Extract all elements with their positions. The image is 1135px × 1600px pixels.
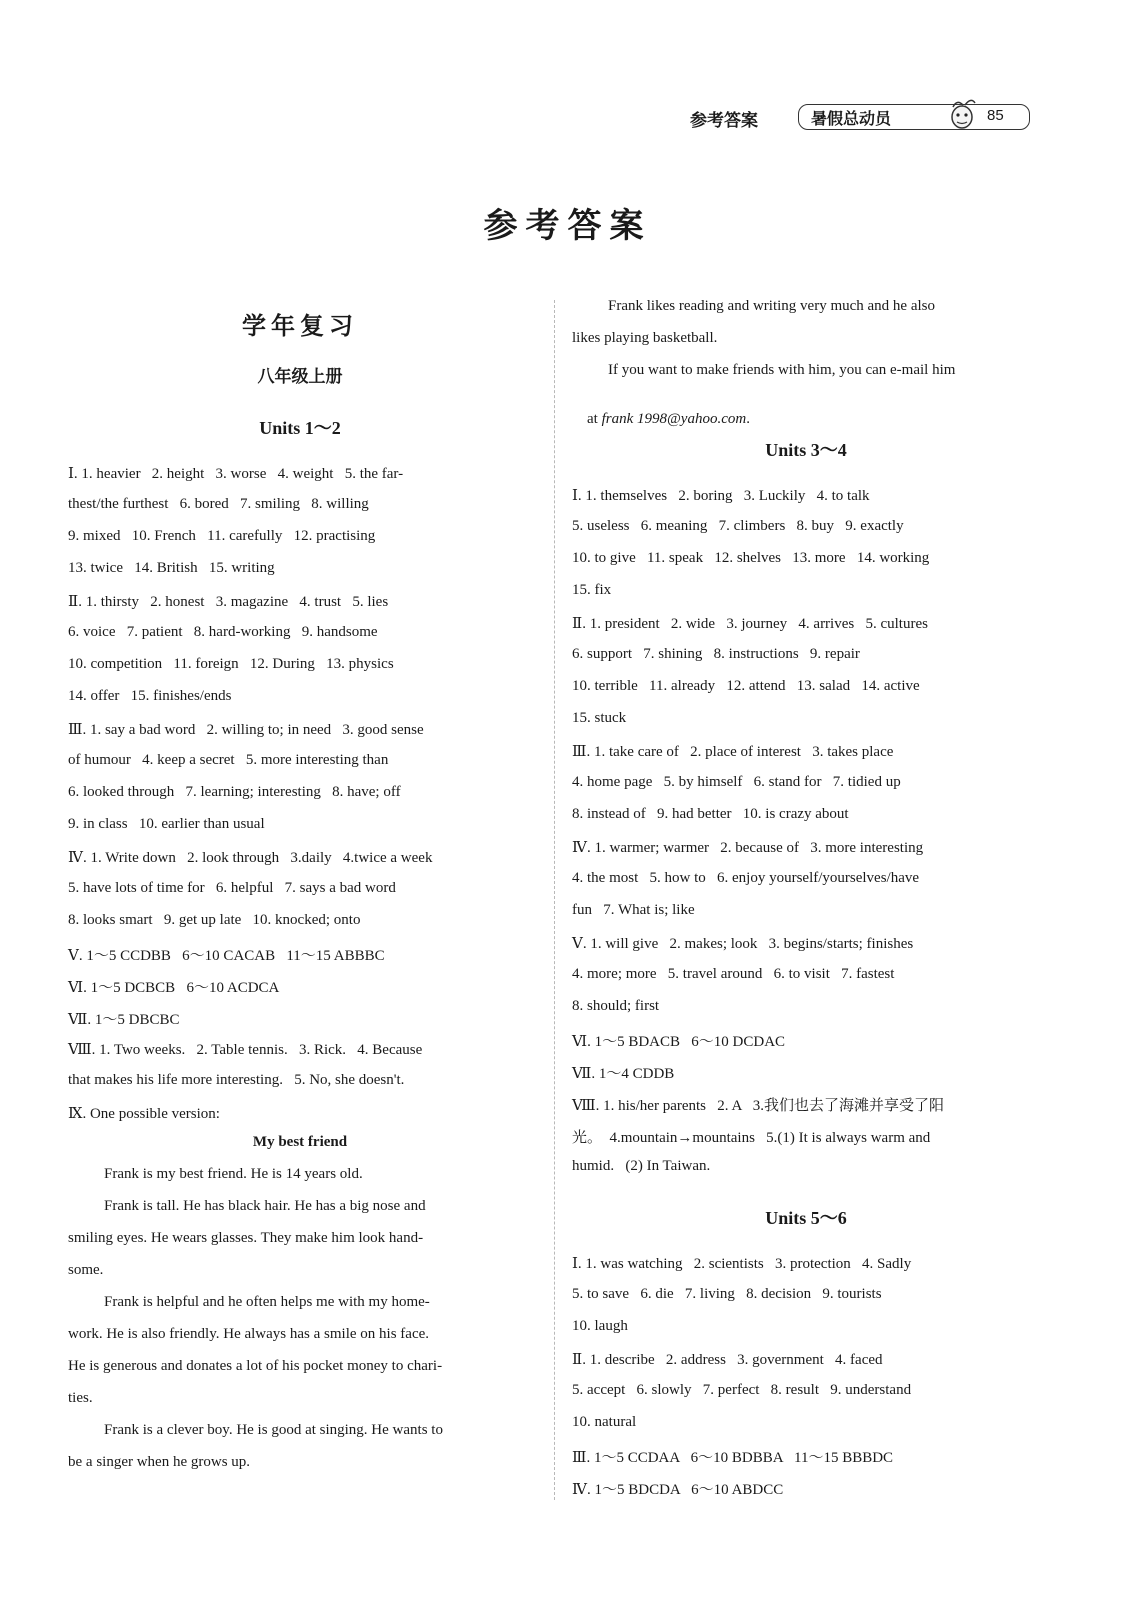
answer-line: Ⅳ. 1. warmer; warmer 2. because of 3. more interesting bbox=[572, 840, 924, 856]
answer-line: 6. voice 7. patient 8. hard-working 9. handsome bbox=[68, 624, 378, 640]
answer-line: 4. the most 5. how to 6. enjoy yourself/yourselves/have bbox=[572, 870, 920, 886]
email-address: frank 1998@yahoo.com bbox=[601, 411, 747, 427]
email-prefix: at bbox=[587, 411, 602, 427]
answer-line: 13. twice 14. British 15. writing bbox=[68, 560, 275, 576]
essay-line: If you want to make friends with him, you can e-mail him bbox=[608, 362, 956, 378]
answer-line: 10. natural bbox=[572, 1414, 637, 1430]
answer-line: Ⅸ. One possible version: bbox=[68, 1106, 220, 1122]
header-brand: 暑假总动员 bbox=[811, 109, 892, 128]
answer-line: Ⅰ. 1. themselves 2. boring 3. Luckily 4. to talk bbox=[572, 488, 870, 504]
answer-line: Ⅱ. 1. president 2. wide 3. journey 4. arrives 5. cultures bbox=[572, 616, 928, 632]
header-label: 参考答案 bbox=[690, 111, 758, 131]
answer-line: Ⅳ. 1. Write down 2. look through 3.daily 4.twice a week bbox=[68, 850, 433, 866]
answer-line: Ⅶ. 1～4 CDDB bbox=[572, 1066, 675, 1082]
answer-line: 6. support 7. shining 8. instructions 9. repair bbox=[572, 646, 860, 662]
essay-line: Frank is helpful and he often helps me with my home- bbox=[104, 1294, 430, 1310]
mascot-icon bbox=[947, 97, 977, 131]
answer-line: 5. accept 6. slowly 7. perfect 8. result 9. understand bbox=[572, 1382, 912, 1398]
answer-line: 8. instead of 9. had better 10. is crazy about bbox=[572, 806, 849, 822]
answer-line: that makes his life more interesting. 5. No, she doesn't. bbox=[68, 1072, 405, 1088]
column-divider bbox=[554, 300, 555, 1500]
answer-line: 15. fix bbox=[572, 582, 612, 598]
units-3-4-title: Units 3～4 bbox=[765, 440, 847, 460]
answer-line: 6. looked through 7. learning; interesting 8. have; off bbox=[68, 784, 401, 800]
answer-line: Ⅰ. 1. heavier 2. height 3. worse 4. weight 5. the far- bbox=[68, 466, 404, 482]
answer-line: of humour 4. keep a secret 5. more interesting than bbox=[68, 752, 389, 768]
answer-line: 5. have lots of time for 6. helpful 7. says a bad word bbox=[68, 880, 396, 896]
answer-line: 5. to save 6. die 7. living 8. decision 9. tourists bbox=[572, 1286, 882, 1302]
answer-line: 9. in class 10. earlier than usual bbox=[68, 816, 265, 832]
answer-line: Ⅶ. 1～5 DBCBC bbox=[68, 1012, 180, 1028]
answer-line: Ⅳ. 1～5 BDCDA 6～10 ABDCC bbox=[572, 1482, 784, 1498]
section-title: 学年复习 bbox=[242, 312, 358, 340]
answer-line: 8. looks smart 9. get up late 10. knocked; onto bbox=[68, 912, 361, 928]
essay-line: some. bbox=[68, 1262, 104, 1278]
answer-line: Ⅱ. 1. describe 2. address 3. government 4. faced bbox=[572, 1352, 883, 1368]
essay-line: He is generous and donates a lot of his pocket money to chari- bbox=[68, 1358, 443, 1374]
answer-line: 4. home page 5. by himself 6. stand for 7. tidied up bbox=[572, 774, 901, 790]
answer-line: thest/the furthest 6. bored 7. smiling 8. willing bbox=[68, 496, 369, 512]
answer-line: Ⅲ. 1～5 CCDAA 6～10 BDBBA 11～15 BBBDC bbox=[572, 1450, 894, 1466]
page-number: 85 bbox=[987, 107, 1004, 124]
answer-line: humid. (2) In Taiwan. bbox=[572, 1158, 711, 1174]
answer-line: 5. useless 6. meaning 7. climbers 8. buy 9. exactly bbox=[572, 518, 904, 534]
answer-line: Ⅷ. 1. Two weeks. 2. Table tennis. 3. Rick. 4. Because bbox=[68, 1042, 423, 1058]
answer-line: 4. more; more 5. travel around 6. to visit 7. fastest bbox=[572, 966, 895, 982]
essay-line: ties. bbox=[68, 1390, 93, 1406]
answer-line: 8. should; first bbox=[572, 998, 660, 1014]
answer-line: Ⅲ. 1. say a bad word 2. willing to; in need 3. good sense bbox=[68, 722, 424, 738]
answer-line: Ⅷ. 1. his/her parents 2. A 3.我们也去了海滩并享受了阳 bbox=[572, 1098, 944, 1114]
answer-line: Ⅰ. 1. was watching 2. scientists 3. protection 4. Sadly bbox=[572, 1256, 912, 1272]
answer-line: 14. offer 15. finishes/ends bbox=[68, 688, 232, 704]
answer-line: 10. laugh bbox=[572, 1318, 628, 1334]
answer-line: 10. terrible 11. already 12. attend 13. salad 14. active bbox=[572, 678, 920, 694]
essay-line: Frank likes reading and writing very much and he also bbox=[608, 298, 935, 314]
email-suffix: . bbox=[746, 411, 750, 427]
answer-line: 10. to give 11. speak 12. shelves 13. more 14. working bbox=[572, 550, 930, 566]
answer-line: Ⅲ. 1. take care of 2. place of interest 3. takes place bbox=[572, 744, 894, 760]
answer-line: 10. competition 11. foreign 12. During 13. physics bbox=[68, 656, 394, 672]
essay-line: Frank is tall. He has black hair. He has a big nose and bbox=[104, 1198, 426, 1214]
answer-line: Ⅵ. 1～5 BDACB 6～10 DCDAC bbox=[572, 1034, 786, 1050]
essay-line: Frank is my best friend. He is 14 years old. bbox=[104, 1166, 363, 1182]
essay-title: My best friend bbox=[252, 1134, 348, 1150]
answer-line: Ⅱ. 1. thirsty 2. honest 3. magazine 4. trust 5. lies bbox=[68, 594, 389, 610]
page-title: 参考答案 bbox=[483, 206, 652, 246]
answer-line: 光。 4.mountain→mountains 5.(1) It is always warm and bbox=[572, 1130, 931, 1146]
units-1-2-title: Units 1～2 bbox=[259, 418, 341, 438]
units-5-6-title: Units 5～6 bbox=[765, 1208, 847, 1228]
answer-line: Ⅴ. 1～5 CCDBB 6～10 CACAB 11～15 ABBBC bbox=[68, 948, 385, 964]
answer-line: fun 7. What is; like bbox=[572, 902, 695, 918]
essay-line: Frank is a clever boy. He is good at singing. He wants to bbox=[104, 1422, 443, 1438]
page-header bbox=[690, 102, 1030, 132]
essay-line: work. He is also friendly. He always has a smile on his face. bbox=[68, 1326, 430, 1342]
essay-line: smiling eyes. He wears glasses. They make him look hand- bbox=[68, 1230, 424, 1246]
header-brand-box bbox=[798, 104, 1030, 130]
essay-line: likes playing basketball. bbox=[572, 330, 718, 346]
answer-line: Ⅵ. 1～5 DCBCB 6～10 ACDCA bbox=[68, 980, 280, 996]
answer-line: Ⅴ. 1. will give 2. makes; look 3. begins/starts; finishes bbox=[572, 936, 914, 952]
essay-line: be a singer when he grows up. bbox=[68, 1454, 251, 1470]
grade-title: 八年级上册 bbox=[257, 367, 343, 387]
answer-line: 15. stuck bbox=[572, 710, 627, 726]
answer-line: 9. mixed 10. French 11. carefully 12. practising bbox=[68, 528, 376, 544]
